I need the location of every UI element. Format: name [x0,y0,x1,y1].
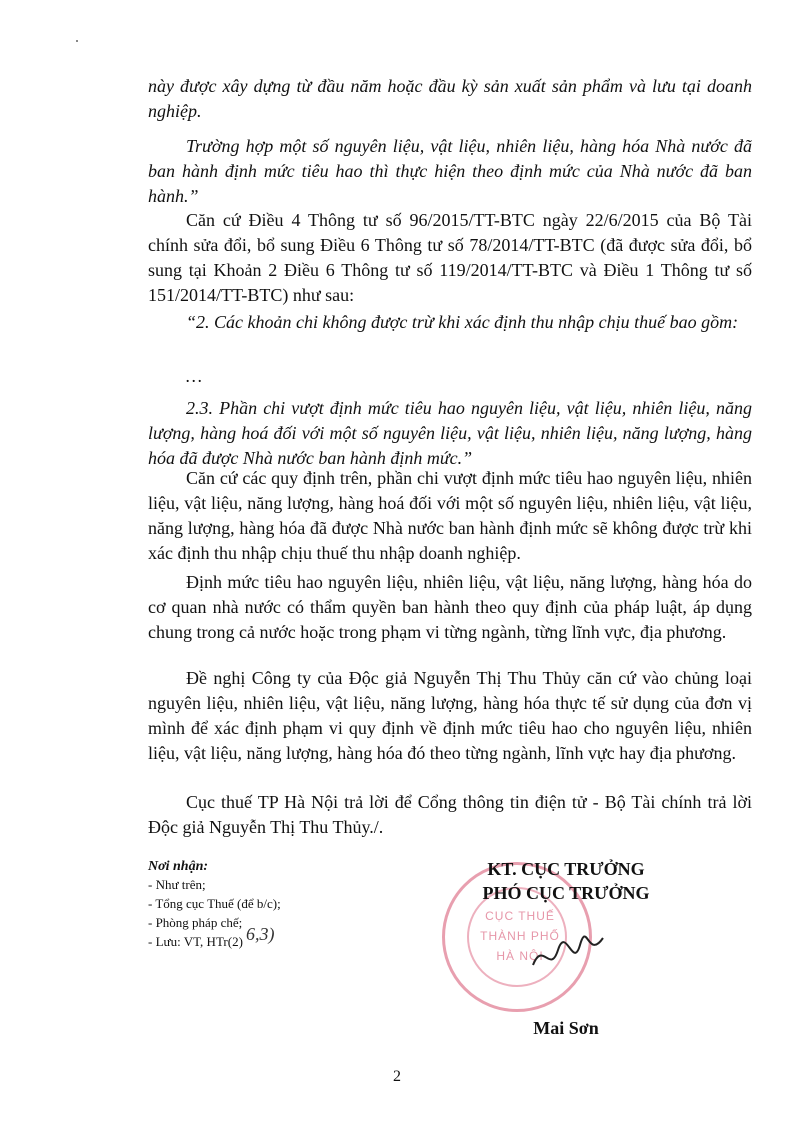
scan-mark [76,40,78,42]
paragraph-conclusion: Căn cứ các quy định trên, phần chi vượt định mức tiêu hao nguyên liệu, nhiên liệu, vật liệu, năng lượng, hàng hoá đối với một số nguyên liệu, nhiên liệu, vật liệu, năng lượng, hàng hóa đã được Nhà nước ban hành định mức sẽ không được trừ khi xác định thu nhập chịu thuế thu nhập doanh nghiệp. [148,468,752,563]
recipients-block [148,858,408,951]
signature-block [436,856,696,1036]
paragraph-recommendation: Đề nghị Công ty của Độc giả Nguyễn Thị Thu Thủy căn cứ vào chủng loại nguyên liệu, nhiên liệu, vật liệu, năng lượng, hàng hóa thực tế sử dụng của đơn vị mình để xác định phạm vi quy định về định mức tiêu hao cho nguyên liệu, nhiên liệu, vật liệu, năng lượng, hàng hóa đó theo từng ngành, lĩnh vực hay địa phương. [148,668,752,763]
signature-title-1: KT. CỤC TRƯỞNG [487,859,645,879]
recipient-item: - Lưu: VT, HTr(2) [148,934,243,949]
recipient-item: - Phòng pháp chế; [148,915,243,930]
page-number: 2 [393,1068,401,1085]
paragraph-definition: Định mức tiêu hao nguyên liệu, nhiên liệu, vật liệu, năng lượng, hàng hóa do cơ quan nhà nước có thẩm quyền ban hành theo quy định của pháp luật, áp dụng chung trong cả nước hoặc trong phạm vi từng ngành, từng lĩnh vực, địa phương. [148,572,752,642]
stamp-text: CỤC THUẾ [485,909,555,923]
stamp-text: HÀ NỘI [496,949,544,963]
recipients-title: Nơi nhận: [148,859,209,874]
paragraph-legal-basis: Căn cứ Điều 4 Thông tư số 96/2015/TT-BTC ngày 22/6/2015 của Bộ Tài chính sửa đổi, bổ sung Điều 6 Thông tư số 78/2014/TT-BTC (đã được sửa đổi, bổ sung tại Khoản 2 Điều 6 Thông tư số 119/2014/TT-BTC và Điều 1 Thông tư số 151/2014/TT-BTC) như sau: [148,210,752,305]
stamp-text: THÀNH PHỐ [480,929,560,943]
handwritten-signature [528,930,608,980]
paragraph-clause-2-3: 2.3. Phần chi vượt định mức tiêu hao nguyên liệu, vật liệu, nhiên liệu, năng lượng, hàng hoá đối với một số nguyên liệu, vật liệu, nhiên liệu, năng lượng, hàng hóa đã được Nhà nước ban hành định mức.” [148,398,752,468]
paragraph-quote-end: Trường hợp một số nguyên liệu, vật liệu, nhiên liệu, hàng hóa Nhà nước đã ban hành định mức tiêu hao thì thực hiện theo định mức của Nhà nước đã ban hành.” [148,136,752,206]
signature-title-2: PHÓ CỤC TRƯỞNG [482,883,650,903]
signer-name: Mai Sơn [533,1018,599,1038]
paragraph-ellipsis: … [186,366,203,386]
recipient-item: - Tổng cục Thuế (để b/c); [148,896,281,911]
paragraph-quote-start: “2. Các khoản chi không được trừ khi xác định thu nhập chịu thuế bao gồm: [186,312,739,332]
handwritten-note: 6,3) [246,924,275,944]
recipient-item: - Như trên; [148,877,206,892]
paragraph-closing: Cục thuế TP Hà Nội trả lời để Cổng thông tin điện tử - Bộ Tài chính trả lời Độc giả Nguyễn Thị Thu Thủy./. [148,792,752,837]
paragraph-continuation: này được xây dựng từ đầu năm hoặc đầu kỳ sản xuất sản phẩm và lưu tại doanh nghiệp. [148,76,752,121]
